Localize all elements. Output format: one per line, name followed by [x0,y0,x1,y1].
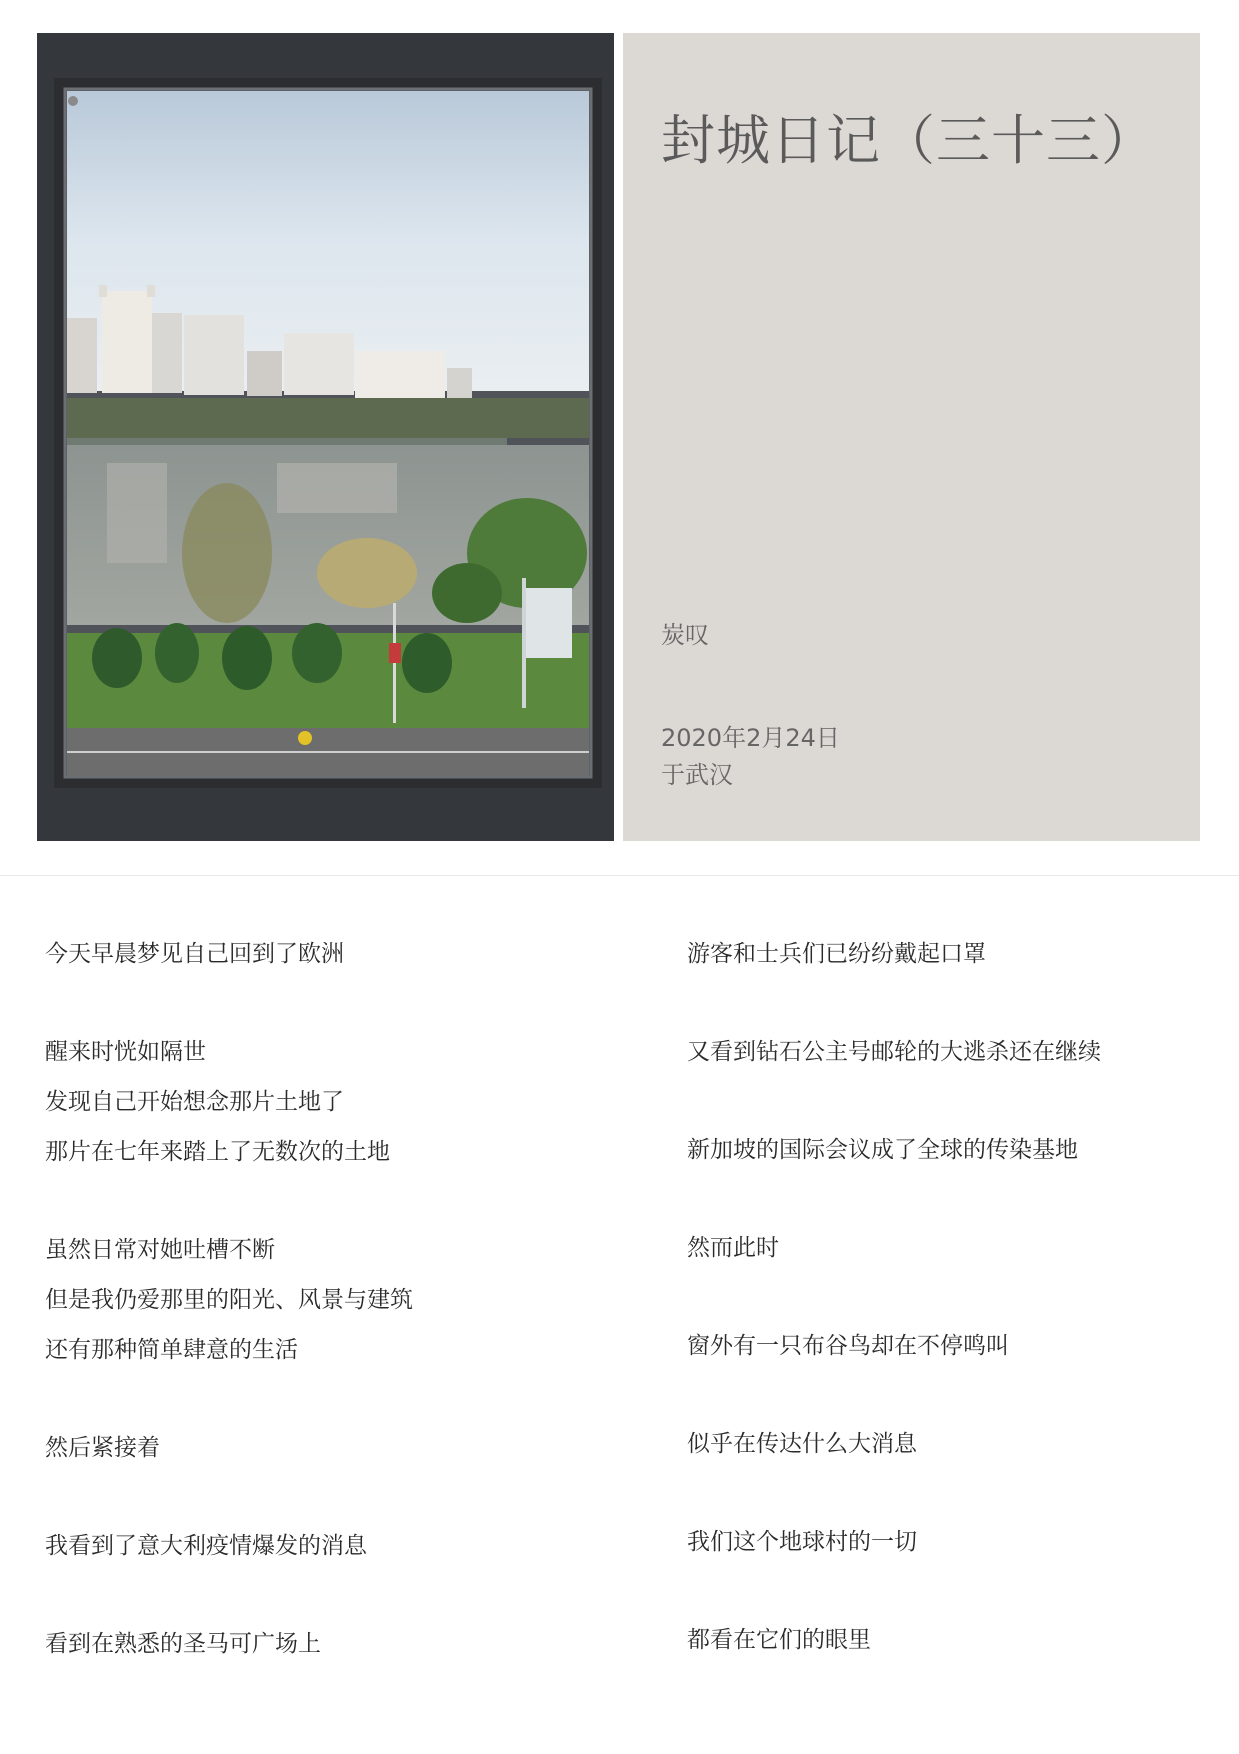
poem-line-left: 醒来时恍如隔世 [45,1039,206,1065]
poem-line-left: 看到在熟悉的圣马可广场上 [45,1631,321,1657]
poem-line-right: 都看在它们的眼里 [687,1627,871,1653]
poem-line-right: 游客和士兵们已纷纷戴起口罩 [687,941,986,967]
author-name: 炭叹 [661,621,709,649]
poem-line-left: 但是我仍爱那里的阳光、风景与建筑 [45,1287,413,1313]
page-title: 封城日记（三十三） [661,109,1156,172]
poem-line-left: 我看到了意大利疫情爆发的消息 [45,1533,367,1559]
poem-line-left: 发现自己开始想念那片土地了 [45,1089,344,1115]
poem-line-right: 我们这个地球村的一切 [687,1529,917,1555]
poem-line-right: 似乎在传达什么大消息 [687,1431,917,1457]
post-location: 于武汉 [661,761,733,789]
poem-line-right: 新加坡的国际会议成了全球的传染基地 [687,1137,1078,1163]
window-view-photo [37,33,614,841]
divider [0,875,1239,876]
poem-line-left: 还有那种简单肆意的生活 [45,1337,298,1363]
poem-line-right: 窗外有一只布谷鸟却在不停鸣叫 [687,1333,1009,1359]
post-date: 2020年2月24日 [661,724,840,752]
poem-line-left: 然后紧接着 [45,1435,160,1461]
poem-line-left: 今天早晨梦见自己回到了欧洲 [45,941,344,967]
poem-line-left: 虽然日常对她吐槽不断 [45,1237,275,1263]
title-panel [623,33,1200,841]
poem-line-left: 那片在七年来踏上了无数次的土地 [45,1139,390,1165]
poem-line-right: 又看到钻石公主号邮轮的大逃杀还在继续 [687,1039,1101,1065]
poem-line-right: 然而此时 [687,1235,779,1261]
